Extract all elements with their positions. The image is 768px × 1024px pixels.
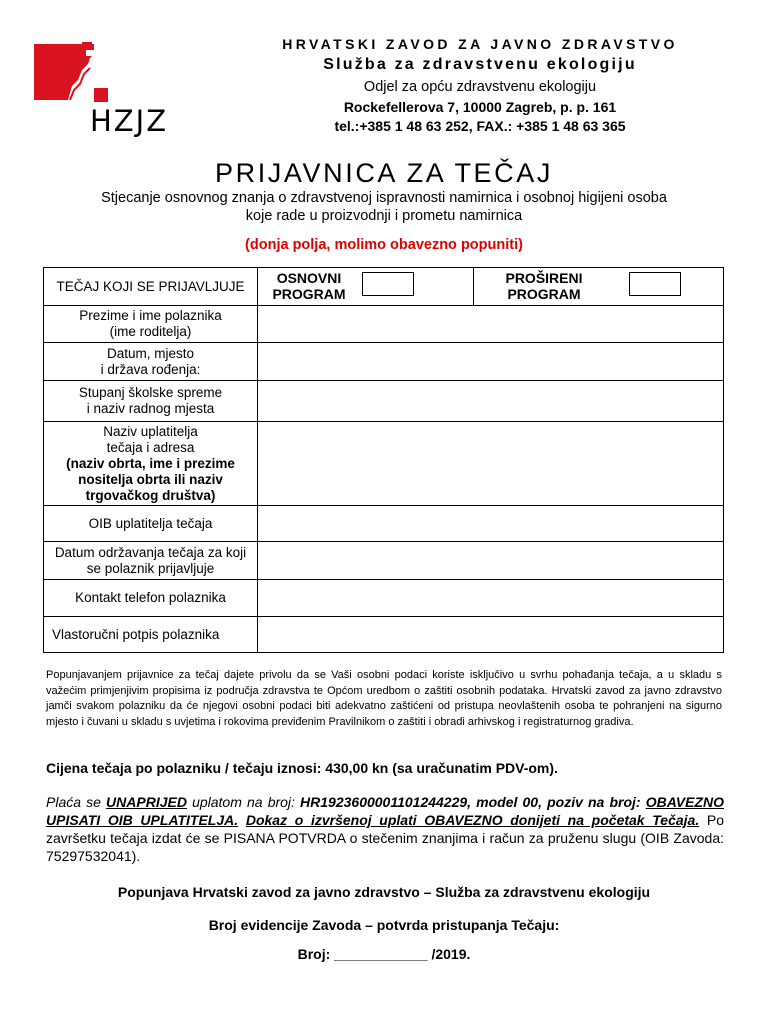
evidence-label: Broj evidencije Zavoda – potvrda pristupanja Tečaju: xyxy=(208,917,560,933)
field-input-education[interactable] xyxy=(258,381,724,422)
course-label: TEČAJ KOJI SE PRIJAVLJUJE xyxy=(44,268,258,306)
field-label-oib: OIB uplatitelja tečaja xyxy=(44,506,258,542)
subtitle-line-1: Stjecanje osnovnog znanja o zdravstvenoj ispravnosti namirnica i osobnoj higijeni osoba xyxy=(101,190,667,206)
evidence-number-line: Broj: ____________ /2019. xyxy=(297,946,471,962)
field-label-signature: Vlastoručni potpis polaznika xyxy=(44,617,258,653)
address: Rockefellerova 7, 10000 Zagreb, p. p. 161 xyxy=(343,99,617,115)
course-options xyxy=(258,268,724,306)
subtitle-line-2: koje rade u proizvodnji i prometu namirnica xyxy=(245,208,523,224)
registration-form xyxy=(43,267,724,653)
privacy-notice: Popunjavanjem prijavnice za tečaj dajete privolu da se Vaši osobni podaci koriste isključivo u svrhu pohađanja tečaja, a u skladu s važećim primjenjivim propisima iz područja zdravstva te Općom uredbom o zaštiti osobnih podataka. Hrvatski zavod za javno zdravstvo jamči svakom polazniku da će njegovi osobni podaci biti adekvatno zaštićeni od pristupa neovlaštenih osoba te pohranjeni na sigurno mjesto i čuvani u skladu s uvjetima i rokovima previđenim Pravilnikom o zaštiti i obradi arhivskog i registraturnog gradiva. xyxy=(46,669,722,728)
payment-info: Plaća se UNAPRIJED uplatom na broj: HR1923600001101244229, model 00, poziv na broj: OBAVEZNO UPISATI OIB UPLATITELJA. Dokaz o izvršenoj uplati OBAVEZNO donijeti na početak Tečaja. Po završetku tečaja izdat će se PISANA POTVRDA o stečenim znanjima i račun za pruženu slugu (OIB Zavoda: 75297532041). xyxy=(46,794,725,864)
field-label-birth: Datum, mjesto i država rođenja: xyxy=(44,343,258,381)
field-label-payer: Naziv uplatitelja tečaja i adresa (naziv obrta, ime i prezime nositelja obrta ili naziv trgovačkog društva) xyxy=(44,422,258,506)
field-input-birth[interactable] xyxy=(258,343,724,381)
field-input-payer[interactable] xyxy=(258,422,724,506)
field-label-course-date: Datum održavanja tečaja za koji se polaznik prijavljuje xyxy=(44,542,258,580)
required-note: (donja polja, molimo obavezno popuniti) xyxy=(245,237,523,253)
department-name: Odjel za opću zdravstvenu ekologiju xyxy=(363,79,597,95)
extended-program-checkbox[interactable] xyxy=(629,272,681,296)
course-price: Cijena tečaja po polazniku / tečaju iznosi: 430,00 kn (sa uračunatim PDV-om). xyxy=(46,760,558,776)
field-input-course-date[interactable] xyxy=(258,542,724,580)
field-input-name[interactable] xyxy=(258,306,724,343)
field-input-oib[interactable] xyxy=(258,506,724,542)
institute-name: HRVATSKI ZAVOD ZA JAVNO ZDRAVSTVO xyxy=(282,36,678,52)
field-input-phone[interactable] xyxy=(258,580,724,617)
service-name: Služba za zdravstvenu ekologiju xyxy=(323,56,637,73)
extended-program-label: PROŠIRENI PROGRAM xyxy=(505,270,583,302)
basic-program-checkbox[interactable] xyxy=(362,272,414,296)
field-label-name: Prezime i ime polaznika (ime roditelja) xyxy=(44,306,258,343)
field-input-signature[interactable] xyxy=(258,617,724,653)
document-title: PRIJAVNICA ZA TEČAJ xyxy=(215,158,553,188)
field-label-phone: Kontakt telefon polaznika xyxy=(44,580,258,617)
basic-program-label: OSNOVNI PROGRAM xyxy=(272,270,346,302)
field-label-education: Stupanj školske spreme i naziv radnog mjesta xyxy=(44,381,258,422)
logo-text: HZJZ xyxy=(90,104,169,138)
contact-line: tel.:+385 1 48 63 252, FAX.: +385 1 48 63 365 xyxy=(334,118,626,134)
filled-by-note: Popunjava Hrvatski zavod za javno zdravstvo – Služba za zdravstvenu ekologiju xyxy=(117,884,651,900)
